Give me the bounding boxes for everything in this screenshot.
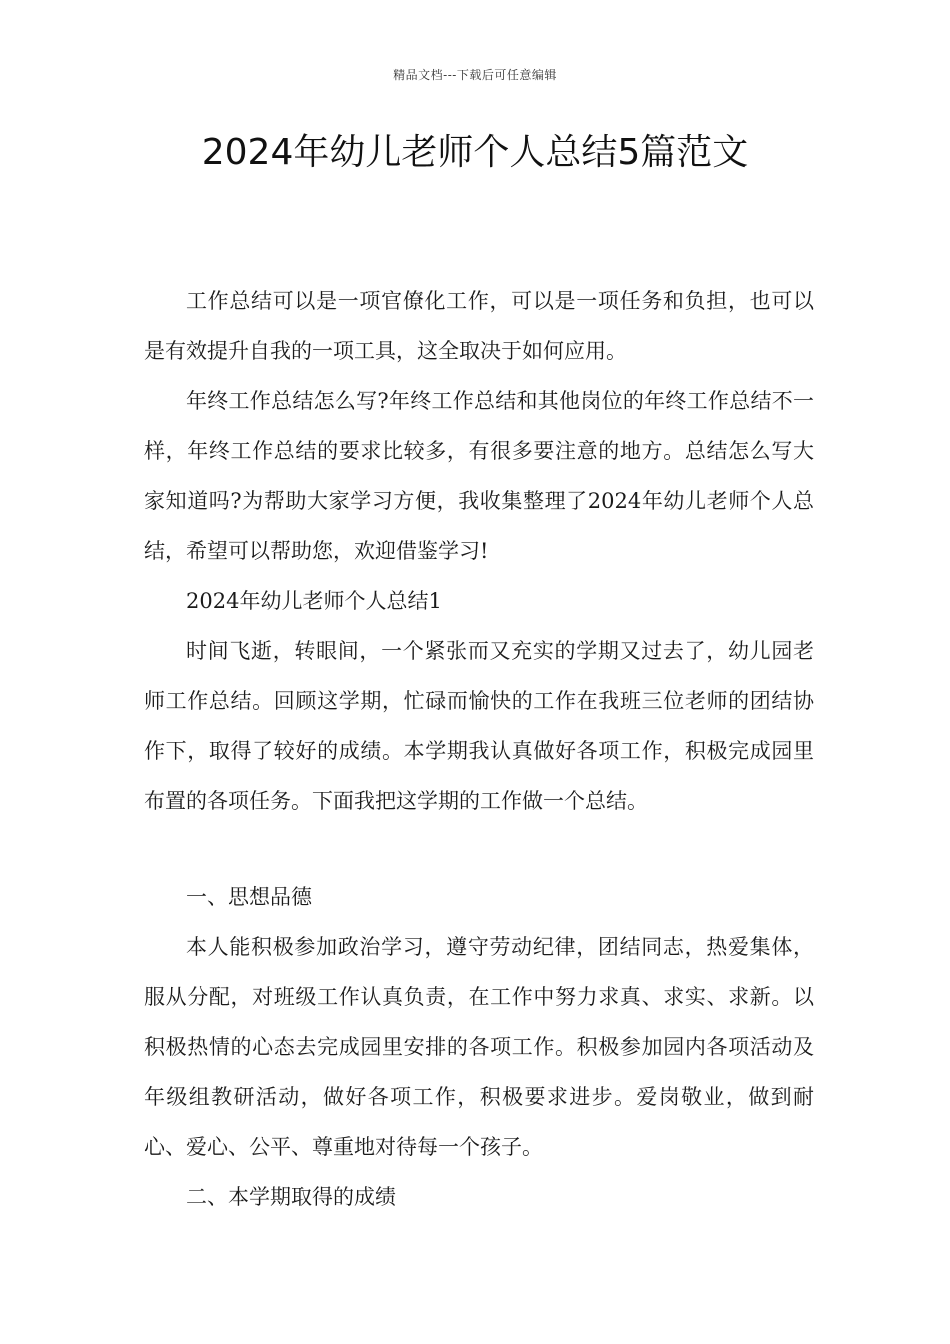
- header-note: 精品文档---下载后可任意编辑: [393, 68, 557, 82]
- article-paragraph-1: 时间飞逝，转眼间，一个紧张而又充实的学期又过去了，幼儿园老师工作总结。回顾这学期，忙碌而愉快的工作在我班三位老师的团结协作下，取得了较好的成绩。本学期我认真做好各项工作，积极完成园里布置的各项任务。下面我把这学期的工作做一个总结。: [144, 639, 814, 813]
- section-paragraph-1: 本人能积极参加政治学习，遵守劳动纪律，团结同志，热爱集体，服从分配，对班级工作认真负责，在工作中努力求真、求实、求新。以积极热情的心态去完成园里安排的各项工作。积极参加园内各项活动及年级组教研活动，做好各项工作，积极要求进步。爱岗敬业，做到耐心、爱心、公平、尊重地对待每一个孩子。: [144, 935, 814, 1159]
- intro-block: [144, 276, 814, 826]
- section-heading-2: 二、本学期取得的成绩: [186, 1185, 396, 1209]
- intro-paragraph-2: 年终工作总结怎么写?年终工作总结和其他岗位的年终工作总结不一样，年终工作总结的要求比较多，有很多要注意的地方。总结怎么写大家知道吗?为帮助大家学习方便，我收集整理了2024年幼儿老师个人总结，希望可以帮助您，欢迎借鉴学习!: [144, 389, 814, 563]
- document-title: 2024年幼儿老师个人总结5篇范文: [201, 132, 749, 173]
- section-block: [144, 872, 814, 1222]
- article-heading-1: 2024年幼儿老师个人总结1: [186, 589, 442, 613]
- section-heading-1: 一、思想品德: [186, 885, 312, 909]
- intro-paragraph-1: 工作总结可以是一项官僚化工作，可以是一项任务和负担，也可以是有效提升自我的一项工具，这全取决于如何应用。: [144, 289, 814, 363]
